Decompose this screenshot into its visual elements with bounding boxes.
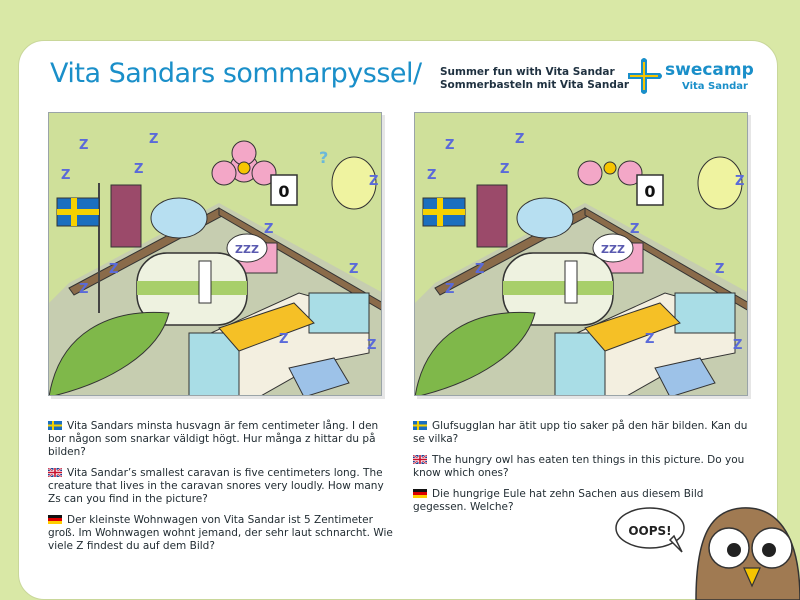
svg-text:Z: Z xyxy=(61,168,71,183)
instruction-sv: Vita Sandars minsta husvagn är fem centimeter lång. I den bor någon som snarkar väldigt högt. Hur många z hittar du på bilden? xyxy=(48,420,379,458)
picture-left xyxy=(48,112,382,396)
left-instructions xyxy=(48,420,398,561)
svg-text:0: 0 xyxy=(644,182,656,201)
subtitle-en: Summer fun with Vita Sandar xyxy=(440,66,615,78)
svg-text:Z: Z xyxy=(79,138,89,153)
german-flag-icon xyxy=(48,515,62,524)
svg-text:Z: Z xyxy=(445,282,455,297)
svg-text:Z: Z xyxy=(515,132,525,147)
svg-text:Z: Z xyxy=(149,132,159,147)
svg-text:ZZZ: ZZZ xyxy=(235,243,259,256)
caravan-scene-illustration-altered xyxy=(415,113,748,396)
svg-text:0: 0 xyxy=(278,182,290,201)
subtitle xyxy=(440,66,629,92)
uk-flag-icon xyxy=(413,455,427,464)
svg-text:?: ? xyxy=(319,148,329,167)
logo-subtitle: Vita Sandar xyxy=(682,81,748,92)
svg-text:Z: Z xyxy=(134,162,144,177)
svg-text:Z: Z xyxy=(369,174,379,189)
svg-text:Z: Z xyxy=(109,262,119,277)
instruction-en: Vita Sandar’s smallest caravan is five centimeters long. The creature that lives in the caravan snores very loudly. How many Zs can you find in the picture? xyxy=(48,467,384,505)
svg-text:Z: Z xyxy=(630,222,640,237)
svg-text:Z: Z xyxy=(79,282,89,297)
svg-text:Z: Z xyxy=(715,262,725,277)
svg-text:Z: Z xyxy=(475,262,485,277)
svg-text:Z: Z xyxy=(645,332,655,347)
svg-text:Z: Z xyxy=(445,138,455,153)
flower-icon xyxy=(238,162,250,174)
german-flag-icon xyxy=(413,489,427,498)
svg-text:Z: Z xyxy=(500,162,510,177)
picture-right xyxy=(414,112,748,396)
flower-icon xyxy=(604,162,616,174)
snail-icon xyxy=(151,198,207,238)
svg-text:Z: Z xyxy=(367,338,377,353)
logo-name: swecamp xyxy=(665,60,754,80)
instruction-sv: Glufsugglan har ätit upp tio saker på den här bilden. Kan du se vilka? xyxy=(413,420,748,445)
uk-flag-icon xyxy=(48,468,62,477)
svg-text:Z: Z xyxy=(264,222,274,237)
svg-text:Z: Z xyxy=(349,262,359,277)
svg-text:Z: Z xyxy=(279,332,289,347)
swedish-flag-icon xyxy=(413,421,427,430)
caravan-scene-illustration xyxy=(49,113,382,396)
swedish-flag-icon xyxy=(48,421,62,430)
subtitle-de: Sommerbasteln mit Vita Sandar xyxy=(440,79,630,91)
instruction-de: Der kleinste Wohnwagen von Vita Sandar ist 5 Zentimeter groß. Im Wohnwagen wohnt jemand, der sehr laut schnarcht. Wie viele Z findest du auf dem Bild? xyxy=(48,514,393,552)
svg-text:ZZZ: ZZZ xyxy=(601,243,625,256)
svg-text:Z: Z xyxy=(735,174,745,189)
svg-text:Z: Z xyxy=(427,168,437,183)
svg-text:Z: Z xyxy=(733,338,743,353)
snail-icon xyxy=(517,198,573,238)
owl-speech: OOPS! xyxy=(628,524,672,538)
instruction-en: The hungry owl has eaten ten things in this picture. Do you know which ones? xyxy=(413,454,745,479)
page-title: Vita Sandars sommarpyssel/ xyxy=(50,58,422,89)
instruction-de: Die hungrige Eule hat zehn Sachen aus diesem Bild gegessen. Welche? xyxy=(413,488,704,513)
